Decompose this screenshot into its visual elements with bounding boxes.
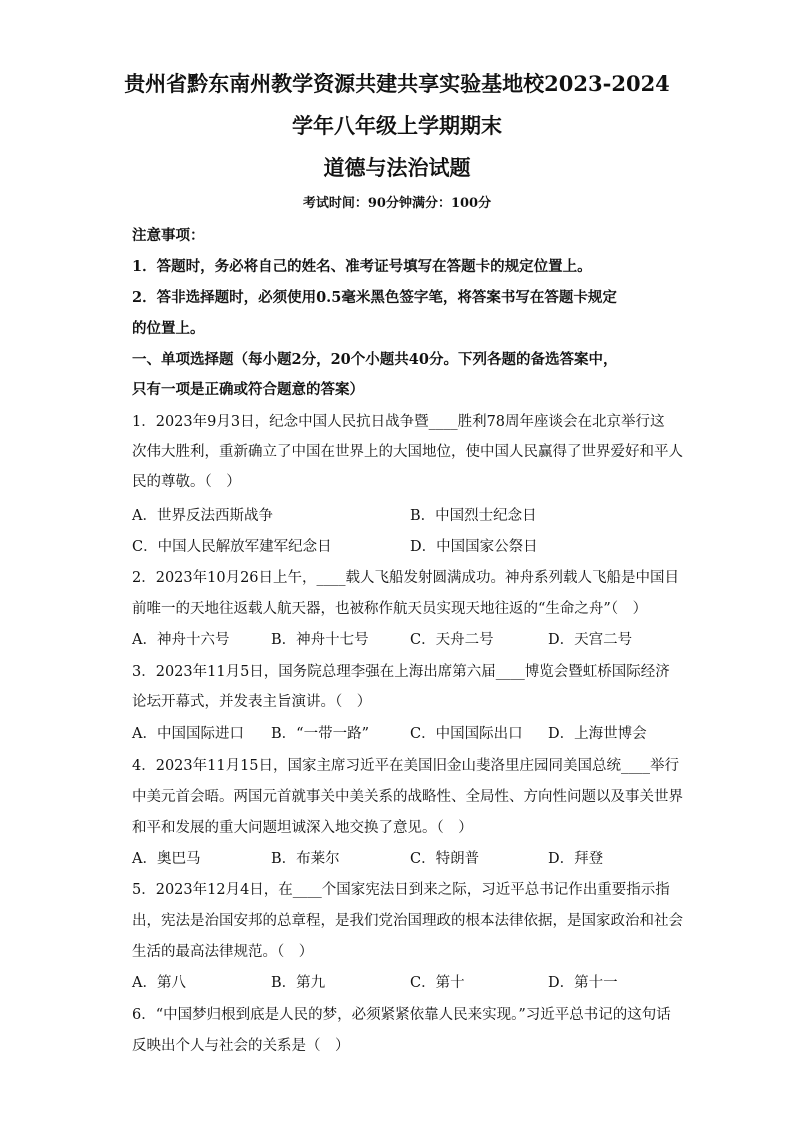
question-5-line-1: 5．2023年12月4日，在____个国家宪法日到来之际，习近平总书记作出重要指示指 <box>132 882 670 898</box>
title-line-1: 贵州省黔东南州教学资源共建共享实验基地校2023-2024 <box>124 71 670 96</box>
question-4-line-1: 4．2023年11月15日，国家主席习近平在美国旧金山斐洛里庄园同美国总统____举行 <box>132 758 680 774</box>
question-2-option-c: C．天舟二号 <box>410 632 494 648</box>
note-item-2-line-1: 2．答非选择题时，必须使用0.5毫米黑色签字笔，将答案书写在答题卡规定 <box>132 289 617 306</box>
question-5-option-a: A．第八 <box>132 975 186 991</box>
question-6-line-1: 6．“中国梦归根到底是人民的梦，必须紧紧依靠人民来实现。”习近平总书记的这句话 <box>132 1007 671 1023</box>
question-1-line-2: 次伟大胜利，重新确立了中国在世界上的大国地位，使中国人民赢得了世界爱好和平人 <box>132 444 683 460</box>
question-3-line-2: 论坛开幕式，并发表主旨演讲。（ ） <box>132 694 372 710</box>
question-3-option-b: B．“一带一路” <box>271 726 369 742</box>
exam-info: 考试时间：90分钟满分：100分 <box>302 196 492 211</box>
question-1-option-a: A．世界反法西斯战争 <box>132 508 273 524</box>
question-3-option-c: C．中国国际出口 <box>410 726 523 742</box>
question-3-option-d: D．上海世博会 <box>548 726 647 742</box>
question-3-option-a: A．中国国际进口 <box>132 726 244 742</box>
question-5-line-3: 生活的最高法律规范。（ ） <box>132 944 314 960</box>
question-1-option-d: D．中国国家公祭日 <box>410 539 538 555</box>
question-4-option-c: C．特朗普 <box>410 851 480 867</box>
notes-heading: 注意事项： <box>132 227 205 244</box>
section-heading-line-2: 只有一项是正确或符合题意的答案） <box>132 381 364 398</box>
section-heading-line-1: 一、单项选择题（每小题2分，20个小题共40分。下列各题的备选答案中， <box>132 351 618 368</box>
question-2-line-2: 前唯一的天地往返载人航天器，也被称作航天员实现天地往返的“生命之舟”（ ） <box>132 601 648 617</box>
note-item-1: 1．答题时，务必将自己的姓名、准考证号填写在答题卡的规定位置上。 <box>132 258 592 275</box>
question-1-line-1: 1．2023年9月3日，纪念中国人民抗日战争暨____胜利78周年座谈会在北京举行这 <box>132 414 665 430</box>
question-5-line-2: 出，宪法是治国安邦的总章程，是我们党治国理政的根本法律依据，是国家政治和社会 <box>132 913 683 929</box>
question-4-option-b: B．布莱尔 <box>271 851 340 867</box>
question-5-option-d: D．第十一 <box>548 975 618 991</box>
question-5-option-c: C．第十 <box>410 975 465 991</box>
question-2-option-b: B．神舟十七号 <box>271 632 369 648</box>
question-4-line-3: 和平和发展的重大问题坦诚深入地交换了意见。（ ） <box>132 820 473 836</box>
note-item-2-line-2: 的位置上。 <box>132 320 205 337</box>
question-6-line-2: 反映出个人与社会的关系是（ ） <box>132 1038 350 1054</box>
question-2-line-1: 2．2023年10月26日上午，____载人飞船发射圆满成功。神舟系列载人飞船是中国目 <box>132 570 680 586</box>
question-1-line-3: 民的尊敬。（ ） <box>132 474 241 490</box>
question-2-option-d: D．天宫二号 <box>548 632 633 648</box>
question-4-option-a: A．奥巴马 <box>132 851 201 867</box>
question-4-option-d: D．拜登 <box>548 851 604 867</box>
question-3-line-1: 3．2023年11月5日，国务院总理李强在上海出席第六届____博览会暨虹桥国际经济 <box>132 664 670 680</box>
question-4-line-2: 中美元首会晤。两国元首就事关中美关系的战略性、全局性、方向性问题以及事关世界 <box>132 789 683 805</box>
title-line-2: 学年八年级上学期期末 <box>292 113 502 138</box>
question-1-option-b: B．中国烈士纪念日 <box>410 508 537 524</box>
question-5-option-b: B．第九 <box>271 975 326 991</box>
question-1-option-c: C．中国人民解放军建军纪念日 <box>132 539 332 555</box>
question-2-option-a: A．神舟十六号 <box>132 632 230 648</box>
subject-title: 道德与法治试题 <box>323 155 471 180</box>
